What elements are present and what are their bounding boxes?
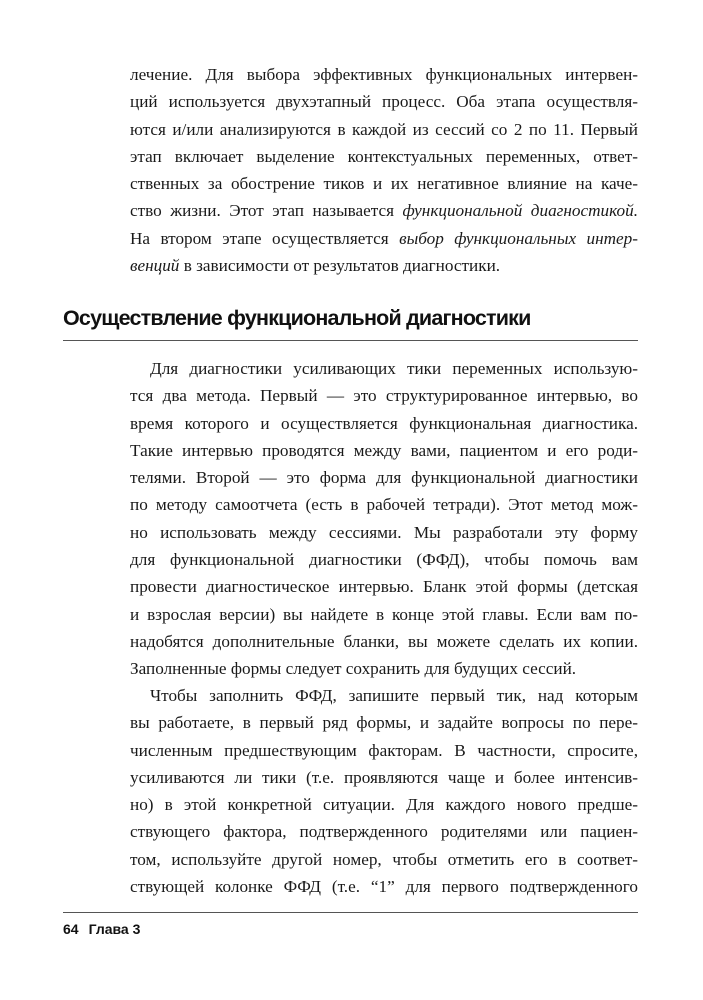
emphasis-text: венций xyxy=(130,256,180,276)
text-line: Заполненные формы следует сохранить для будущих сессий. xyxy=(130,659,577,679)
text-line: ются и/или анализируются в каждой из сессий со 2 по 11. Первый xyxy=(130,119,638,139)
heading-rule xyxy=(63,340,638,341)
page-footer xyxy=(63,921,150,937)
text-line: Для диагностики усиливающих тики переменных использую- xyxy=(150,359,638,378)
text-line: том, используйте другой номер, чтобы отметить его в соответ- xyxy=(130,849,638,869)
text-line xyxy=(130,197,638,224)
text-run: На втором этапе осуществляется xyxy=(130,228,400,248)
text-line xyxy=(130,252,638,279)
text-line: Такие интервью проводятся между вами, пациентом и его роди- xyxy=(130,440,638,460)
text-line: этап включает выделение контекстуальных переменных, ответ- xyxy=(130,146,638,166)
text-line: Чтобы заполнить ФФД, запишите первый тик, над которым xyxy=(150,686,638,705)
text-line: усиливаются ли тики (т.е. проявляются чаще и более интенсив- xyxy=(130,767,638,787)
text-line: ствующего фактора, подтвержденного родителями или пациен- xyxy=(130,822,638,842)
page-number: 64 xyxy=(63,921,79,937)
footer-rule xyxy=(63,912,638,913)
paragraph-ffd-instructions xyxy=(130,682,638,900)
text-line: надобятся дополнительные бланки, вы можете сделать их копии. xyxy=(130,631,638,651)
text-line: и взрослая версии) вы найдете в конце этой главы. Если вам по- xyxy=(130,604,638,624)
text-line: но) в этой конкретной ситуации. Для каждого нового предше- xyxy=(130,795,638,815)
text-line: но использовать между сессиями. Мы разработали эту форму xyxy=(130,522,638,542)
text-line: вы работаете, в первый ряд формы, и задайте вопросы по пере- xyxy=(130,713,638,733)
text-line: для функциональной диагностики (ФФД), чтобы помочь вам xyxy=(130,550,638,570)
text-line: ствующей колонке ФФД (т.е. “1” для первого подтвержденного xyxy=(130,877,638,897)
text-line: провести диагностическое интервью. Бланк этой формы (детская xyxy=(130,577,638,597)
paragraph-intro xyxy=(130,61,638,279)
text-line: численным предшествующим факторам. В частности, спросите, xyxy=(130,740,638,760)
text-line: лечение. Для выбора эффективных функциональных интервен- xyxy=(130,65,638,84)
text-line: телями. Второй — это форма для функциональной диагностики xyxy=(130,468,638,488)
chapter-label: Глава 3 xyxy=(88,921,141,937)
text-run: в зависимости от результатов диагностики. xyxy=(179,256,501,276)
section-heading: Осуществление функциональной диагностики xyxy=(63,306,531,330)
emphasis-text: выбор функциональных интер- xyxy=(399,228,638,248)
text-line: ций используется двухэтапный процесс. Оба этапа осуществля- xyxy=(130,92,638,112)
text-line xyxy=(130,225,638,252)
text-line: ственных за обострение тиков и их негативное влияние на каче- xyxy=(130,174,638,194)
emphasis-text: функциональной диагностикой. xyxy=(402,201,638,221)
paragraph-methods xyxy=(130,355,638,683)
text-line: тся два метода. Первый — это структурированное интервью, во xyxy=(130,386,638,406)
text-line: по методу самоотчета (есть в рабочей тетради). Этот метод мож- xyxy=(130,495,638,515)
text-run: ство жизни. Этот этап называется xyxy=(130,201,403,221)
text-line: время которого и осуществляется функциональная диагностика. xyxy=(130,413,638,433)
